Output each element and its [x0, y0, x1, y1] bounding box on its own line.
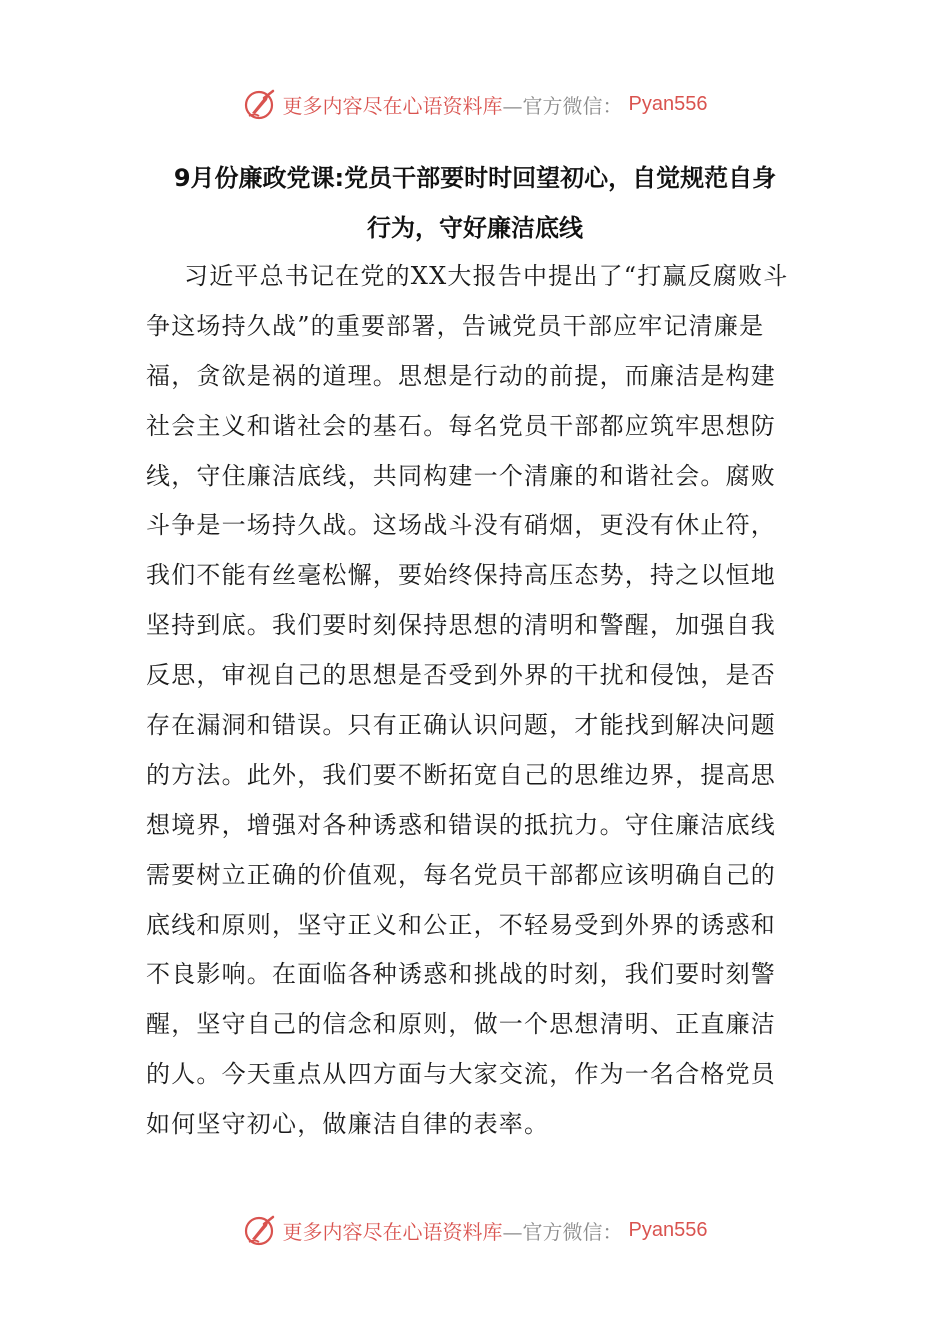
- paragraph-line: 福，贪欲是祸的道理。思想是行动的前提，而廉洁是构建: [146, 361, 776, 390]
- pen-nib-logo-icon: [243, 86, 279, 122]
- paragraph-line: 坚持到底。我们要时刻保持思想的清明和警醒，加强自我: [146, 611, 776, 640]
- document-body-paragraph: [146, 262, 810, 1160]
- paragraph-line: 线，守住廉洁底线，共同构建一个清廉的和谐社会。腐败: [146, 461, 776, 490]
- paragraph-line: 如何坚守初心，做廉洁自律的表率。: [146, 1110, 550, 1139]
- banner-brand-text: 更多内容尽在心语资料库: [282, 1219, 503, 1244]
- document-title-line-2: 行为，守好廉洁底线: [367, 214, 583, 242]
- document-title-line-1: 9月份廉政党课:党员干部要时时回望初心，自觉规范自身: [173, 164, 777, 192]
- banner-wechat-id: Pyan556: [628, 1218, 708, 1241]
- pen-nib-logo-icon: [243, 1212, 279, 1248]
- paragraph-line: 我们不能有丝毫松懈，要始终保持高压态势，持之以恒地: [146, 561, 776, 590]
- banner-wechat-id: Pyan556: [628, 92, 708, 115]
- paragraph-line: 的人。今天重点从四方面与大家交流，作为一名合格党员: [146, 1060, 776, 1089]
- banner-separator-text: —官方微信：: [502, 93, 623, 118]
- paragraph-line: 醒，坚守自己的信念和原则，做一个思想清明、正直廉洁: [146, 1010, 776, 1039]
- paragraph-line: 想境界，增强对各种诱惑和错误的抵抗力。守住廉洁底线: [146, 810, 776, 839]
- banner-brand-text: 更多内容尽在心语资料库: [282, 93, 503, 118]
- paragraph-line: 不良影响。在面临各种诱惑和挑战的时刻，我们要时刻警: [146, 960, 776, 989]
- paragraph-line: 争这场持久战”的重要部署，告诫党员干部应牢记清廉是: [146, 311, 765, 340]
- footer-watermark-banner: [0, 1210, 950, 1250]
- header-watermark-banner: [0, 84, 950, 124]
- paragraph-line: 的方法。此外，我们要不断拓宽自己的思维边界，提高思: [146, 760, 776, 789]
- paragraph-line: 习近平总书记在党的XX大报告中提出了“打赢反腐败斗: [184, 262, 789, 290]
- paragraph-line: 反思，审视自己的思想是否受到外界的干扰和侵蚀，是否: [146, 661, 776, 690]
- banner-separator-text: —官方微信：: [502, 1219, 623, 1244]
- paragraph-line: 社会主义和谐社会的基石。每名党员干部都应筑牢思想防: [146, 411, 776, 440]
- paragraph-line: 底线和原则，坚守正义和公正，不轻易受到外界的诱惑和: [146, 910, 776, 939]
- paragraph-line: 斗争是一场持久战。这场战斗没有硝烟，更没有休止符，: [146, 511, 776, 540]
- paragraph-line: 存在漏洞和错误。只有正确认识问题，才能找到解决问题: [146, 711, 776, 740]
- paragraph-line: 需要树立正确的价值观，每名党员干部都应该明确自己的: [146, 860, 776, 889]
